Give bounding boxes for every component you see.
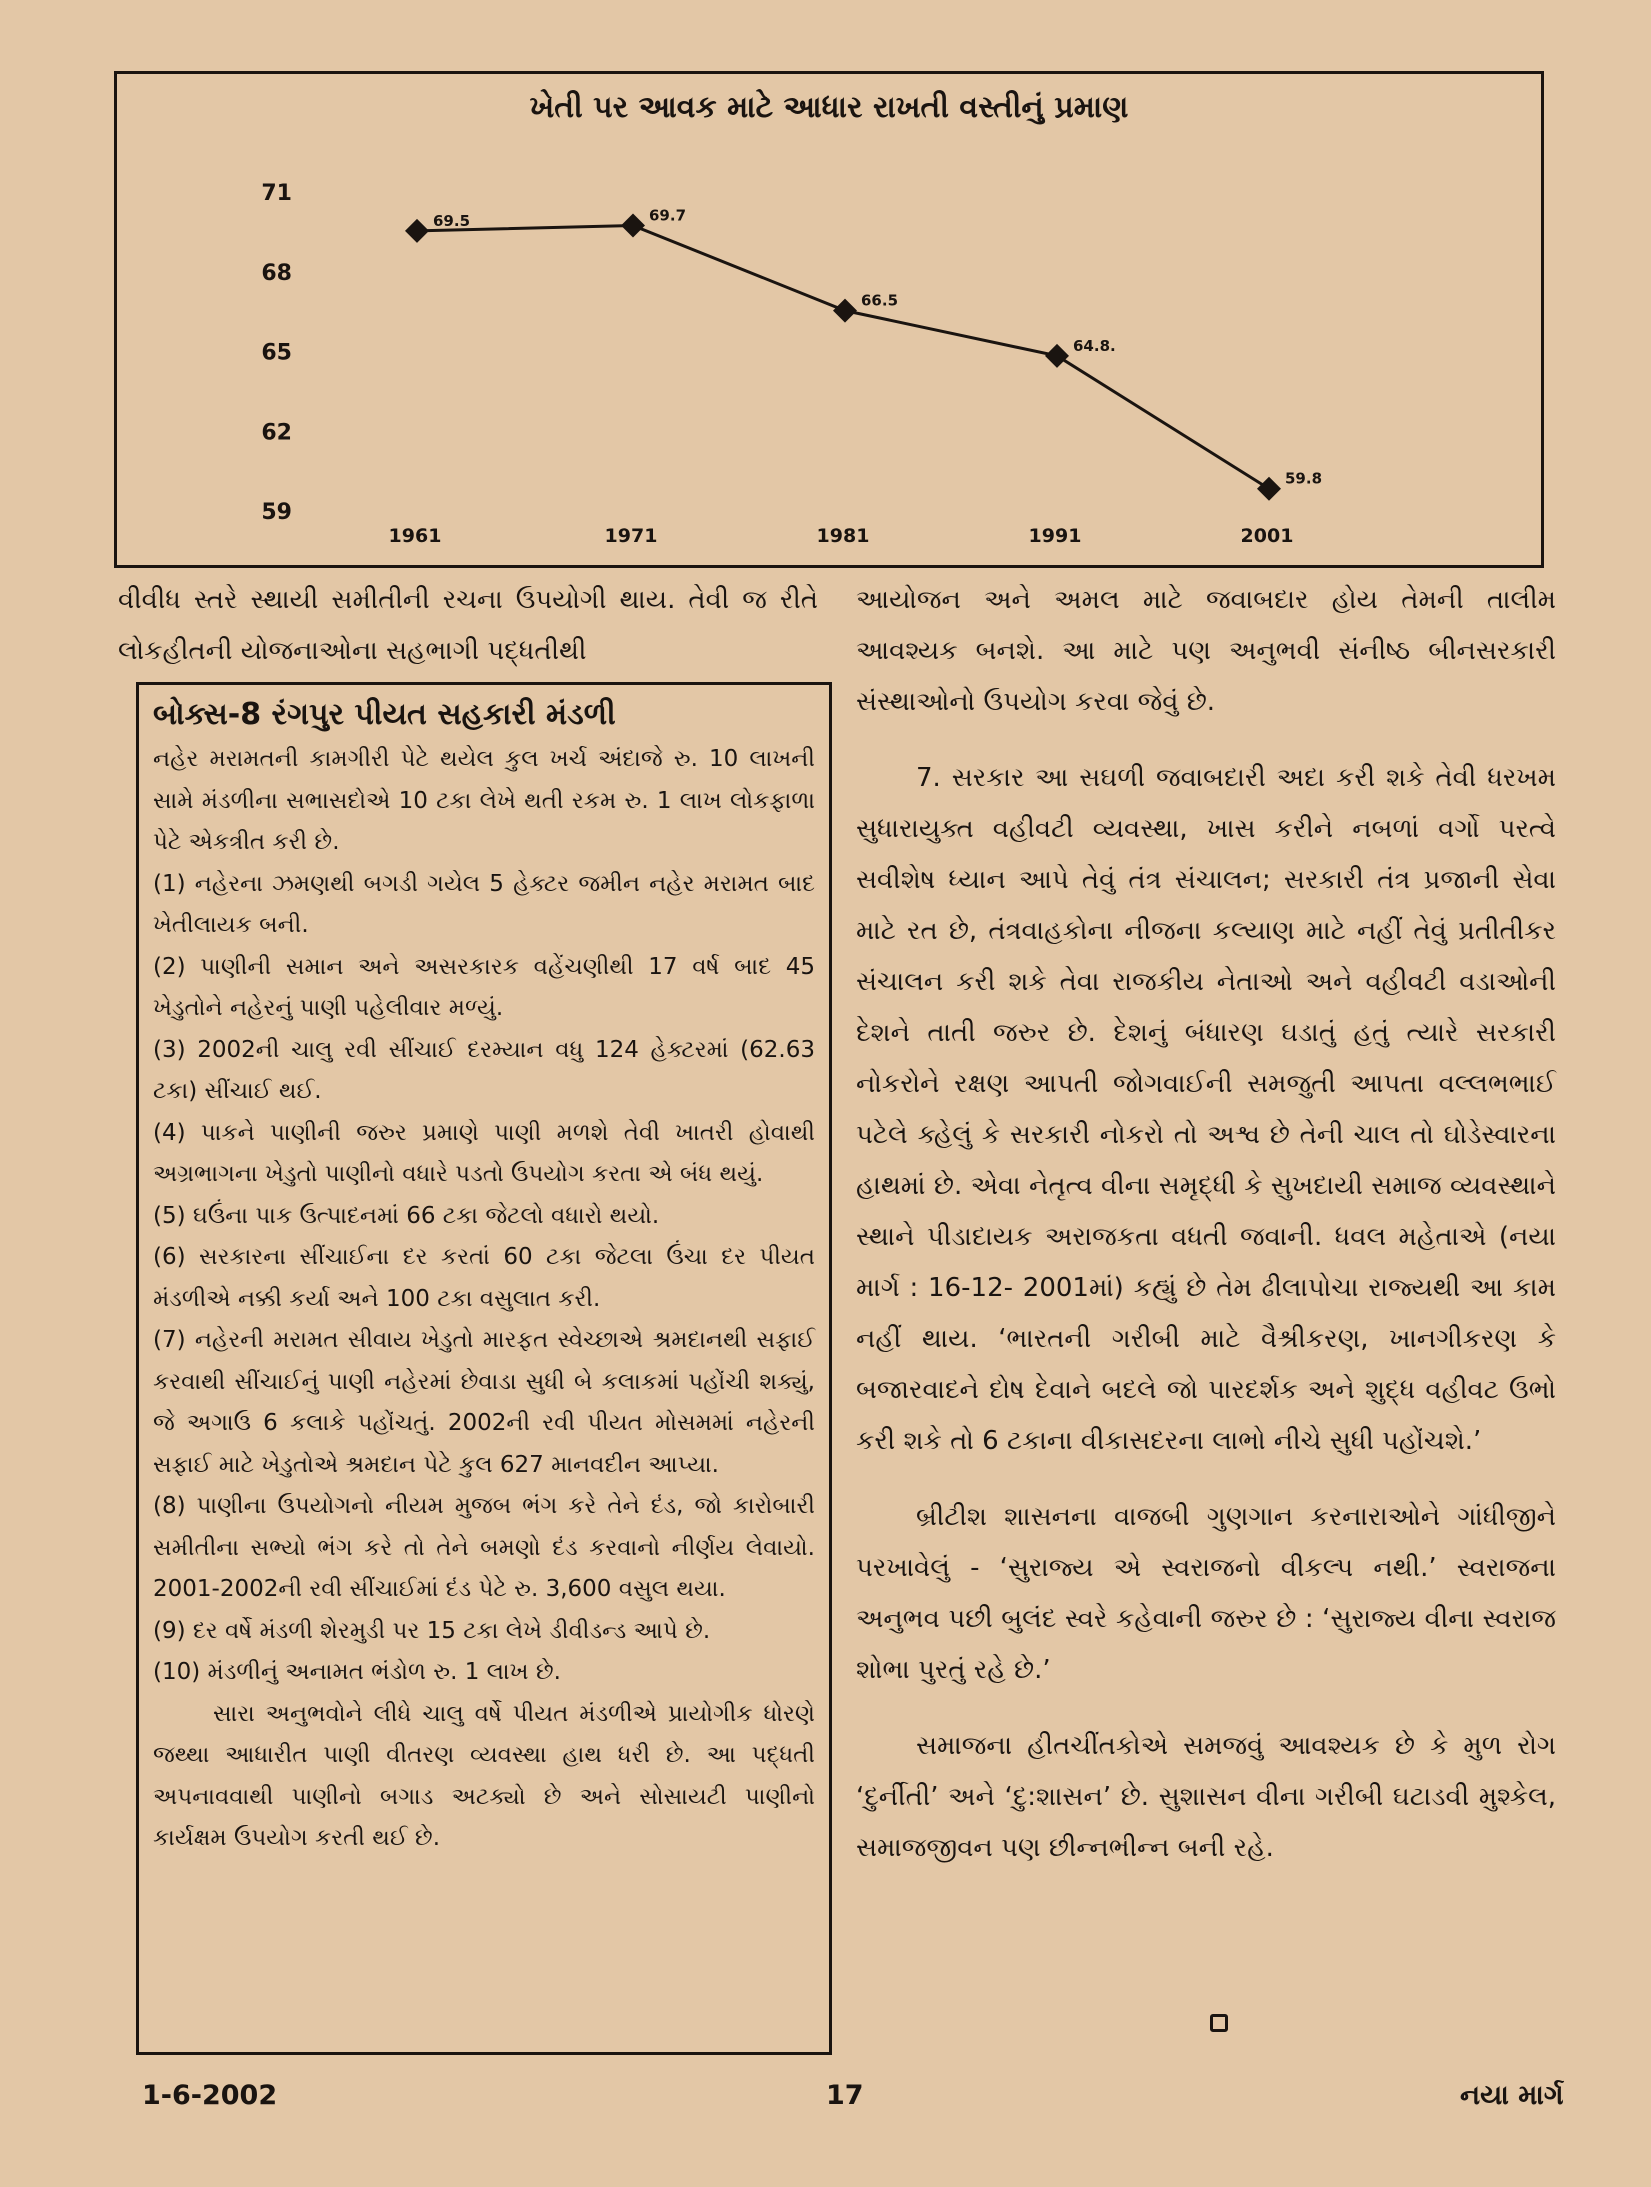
left-paragraph: વીવીધ સ્તરે સ્થાયી સમીતીની રચના ઉપયોગી થાય. તેવી જ રીતે લોકહીતની યોજનાઓના સહભાગી પદ્ધતીથી <box>118 585 818 666</box>
end-of-article-mark <box>1210 2014 1228 2032</box>
left-column <box>118 575 818 677</box>
x-tick-label: 1991 <box>1028 525 1082 547</box>
right-paragraph-4: સમાજના હીતચીંતકોએ સમજવું આવશ્યક છે કે મુળ રોગ ‘દુર્નીતી’ અને ‘દુ:શાસન’ છે. સુશાસન વીના ગરીબી ઘટાડવી મુશ્કેલ, સમાજજીવન પણ છીન્નભીન્ન બની રહે. <box>856 1731 1556 1863</box>
box-item-4: (4) પાકને પાણીની જરુર પ્રમાણે પાણી મળશે તેવી ખાતરી હોવાથી અગ્રભાગના ખેડુતો પાણીનો વધારે પડતો ઉપયોગ કરતા એ બંધ થયું. <box>153 1119 815 1187</box>
info-box <box>136 682 832 2055</box>
box-item-6: (6) સરકારના સીંચાઈના દર કરતાં 60 ટકા જેટલા ઉંચા દર પીયત મંડળીએ નક્કી કર્યા અને 100 ટકા વસુલાત કરી. <box>153 1244 815 1312</box>
x-tick-label: 1961 <box>388 525 442 547</box>
x-tick-label: 2001 <box>1240 525 1294 547</box>
data-point <box>405 219 429 243</box>
box-item-7: (7) નહેરની મરામત સીવાય ખેડુતો મારફત સ્વેચ્છાએ શ્રમદાનથી સફાઈ કરવાથી સીંચાઈનું પાણી નહેરમાં છેવાડા સુધી બે કલાકમાં પહોંચી શક્યું, જે અગાઉ 6 કલાકે પહોંચતું. 2002ની રવી પીયત મોસમમાં નહેરની સફાઈ માટે ખેડુતોએ શ્રમદાન પેટે કુલ 627 માનવદીન આપ્યા. <box>153 1327 815 1478</box>
data-point <box>621 214 645 238</box>
box-item-5: (5) ઘઉંના પાક ઉત્પાદનમાં 66 ટકા જેટલો વધારો થયો. <box>153 1202 660 1229</box>
footer-page-number: 17 <box>826 2080 864 2111</box>
box-item-3: (3) 2002ની ચાલુ રવી સીંચાઈ દરમ્યાન વધુ 124 હેક્ટરમાં (62.63 ટકા) સીંચાઈ થઈ. <box>153 1036 815 1104</box>
chart-frame <box>114 71 1544 568</box>
y-tick-label: 59 <box>261 500 292 525</box>
data-point <box>1045 344 1069 368</box>
data-label: 69.7 <box>649 206 687 225</box>
line-chart <box>117 74 1541 565</box>
right-paragraph-1: આયોજન અને અમલ માટે જવાબદાર હોય તેમની તાલીમ આવશ્યક બનશે. આ માટે પણ અનુભવી સંનીષ્ઠ બીનસરકારી સંસ્થાઓનો ઉપયોગ કરવા જેવું છે. <box>856 585 1556 717</box>
data-label: 66.5 <box>861 291 899 310</box>
footer-date: 1-6-2002 <box>142 2080 278 2111</box>
data-label: 64.8. <box>1073 336 1116 355</box>
box-closing: સારા અનુભવોને લીધે ચાલુ વર્ષે પીયત મંડળીએ પ્રાયોગીક ધોરણે જથ્થા આધારીત પાણી વીતરણ વ્યવસ્થા હાથ ધરી છે. આ પદ્ધતી અપનાવવાથી પાણીનો બગાડ અટક્યો છે અને સોસાયટી પાણીનો કાર્યક્ષમ ઉપયોગ કરતી થઈ છે. <box>153 1700 815 1851</box>
y-tick-label: 62 <box>261 420 292 446</box>
data-label: 59.8 <box>1285 469 1323 488</box>
box-item-8: (8) પાણીના ઉપયોગનો નીયમ મુજબ ભંગ કરે તેને દંડ, જો કારોબારી સમીતીના સભ્યો ભંગ કરે તો તેને બમણો દંડ કરવાનો નીર્ણય લેવાયો. 2001-2002ની રવી સીંચાઈમાં દંડ પેટે રુ. 3,600 વસુલ થયા. <box>153 1493 815 1602</box>
chart-title: ખેતી પર આવક માટે આધાર રાખતી વસ્તીનું પ્રમાણ <box>529 90 1129 125</box>
series-line <box>417 226 1269 489</box>
x-tick-label: 1971 <box>604 525 658 547</box>
data-point <box>1257 477 1281 501</box>
box-item-1: (1) નહેરના ઝમણથી બગડી ગયેલ 5 હેક્ટર જમીન નહેર મરામત બાદ ખેતીલાયક બની. <box>153 870 815 938</box>
box-item-9: (9) દર વર્ષે મંડળી શેરમુડી પર 15 ટકા લેખે ડીવીડન્ડ આપે છે. <box>153 1617 711 1644</box>
box-item-2: (2) પાણીની સમાન અને અસરકારક વહેંચણીથી 17 વર્ષ બાદ 45 ખેડુતોને નહેરનું પાણી પહેલીવાર મળ્યું. <box>153 953 815 1021</box>
box-item-10: (10) મંડળીનું અનામત ભંડોળ રુ. 1 લાખ છે. <box>153 1659 561 1685</box>
box-intro: નહેર મરામતની કામગીરી પેટે થયેલ કુલ ખર્ચ અંદાજે રુ. 10 લાખની સામે મંડળીના સભાસદોએ 10 ટકા લેખે થતી રકમ રુ. 1 લાખ લોકફાળા પેટે એકત્રીત કરી છે. <box>153 746 815 855</box>
right-paragraph-3: બ્રીટીશ શાસનના વાજબી ગુણગાન કરનારાઓને ગાંધીજીને પરખાવેલું - ‘સુરાજ્ય એ સ્વરાજનો વીકલ્પ નથી.’ સ્વરાજના અનુભવ પછી બુલંદ સ્વરે કહેવાની જરુર છે : ‘સુરાજ્ય વીના સ્વરાજ શોભા પુરતું રહે છે.’ <box>856 1502 1556 1685</box>
y-tick-label: 65 <box>261 340 292 366</box>
right-paragraph-2: 7. સરકાર આ સઘળી જવાબદારી અદા કરી શકે તેવી ધરખમ સુધારાયુક્ત વહીવટી વ્યવસ્થા, ખાસ કરીને નબળાં વર્ગો પરત્વે સવીશેષ ધ્યાન આપે તેવું તંત્ર સંચાલન; સરકારી તંત્ર પ્રજાની સેવા માટે રત છે, તંત્રવાહકોના નીજના કલ્યાણ માટે નહીં તેવું પ્રતીતીકર સંચાલન કરી શકે તેવા રાજકીય નેતાઓ અને વહીવટી વડાઓની દેશને તાતી જરુર છે. દેશનું બંધારણ ઘડાતું હતું ત્યારે સરકારી નોકરોને રક્ષણ આપતી જોગવાઈની સમજુતી આપતા વલ્લભભાઈ પટેલે ક્હેલું કે સરકારી નોકરો તો અશ્વ છે તેની ચાલ તો ઘોડેસ્વારના હાથમાં છે. એવા નેતૃત્વ વીના સમૃદ્ધી કે સુખદાયી સમાજ વ્યવસ્થાને સ્થાને પીડાદાયક અરાજકતા વધતી જવાની. ધવલ મહેતાએ (નયા માર્ગ : 16-12- 2001માં) કહ્યું છે તેમ ઢીલાપોચા રાજ્યથી આ કામ નહીં થાય. ‘ભારતની ગરીબી માટે વૈશ્રીકરણ, ખાનગીકરણ કે બજારવાદને દોષ દેવાને બદલે જો પારદર્શક અને શુદ્ધ વહીવટ ઉભો કરી શકે તો 6 ટકાના વીકાસદરના લાભો નીચે સુધી પહોંચશે.’ <box>856 763 1556 1456</box>
box-title: બોક્સ-8 રંગપુર પીયત સહકારી મંડળી <box>153 697 616 732</box>
data-point <box>833 299 857 323</box>
right-column <box>856 575 1556 1874</box>
x-tick-label: 1981 <box>816 525 870 547</box>
data-label: 69.5 <box>433 211 471 230</box>
y-tick-label: 68 <box>261 260 292 286</box>
y-tick-label: 71 <box>261 181 292 206</box>
footer-publication: નયા માર્ગ <box>1460 2080 1564 2111</box>
